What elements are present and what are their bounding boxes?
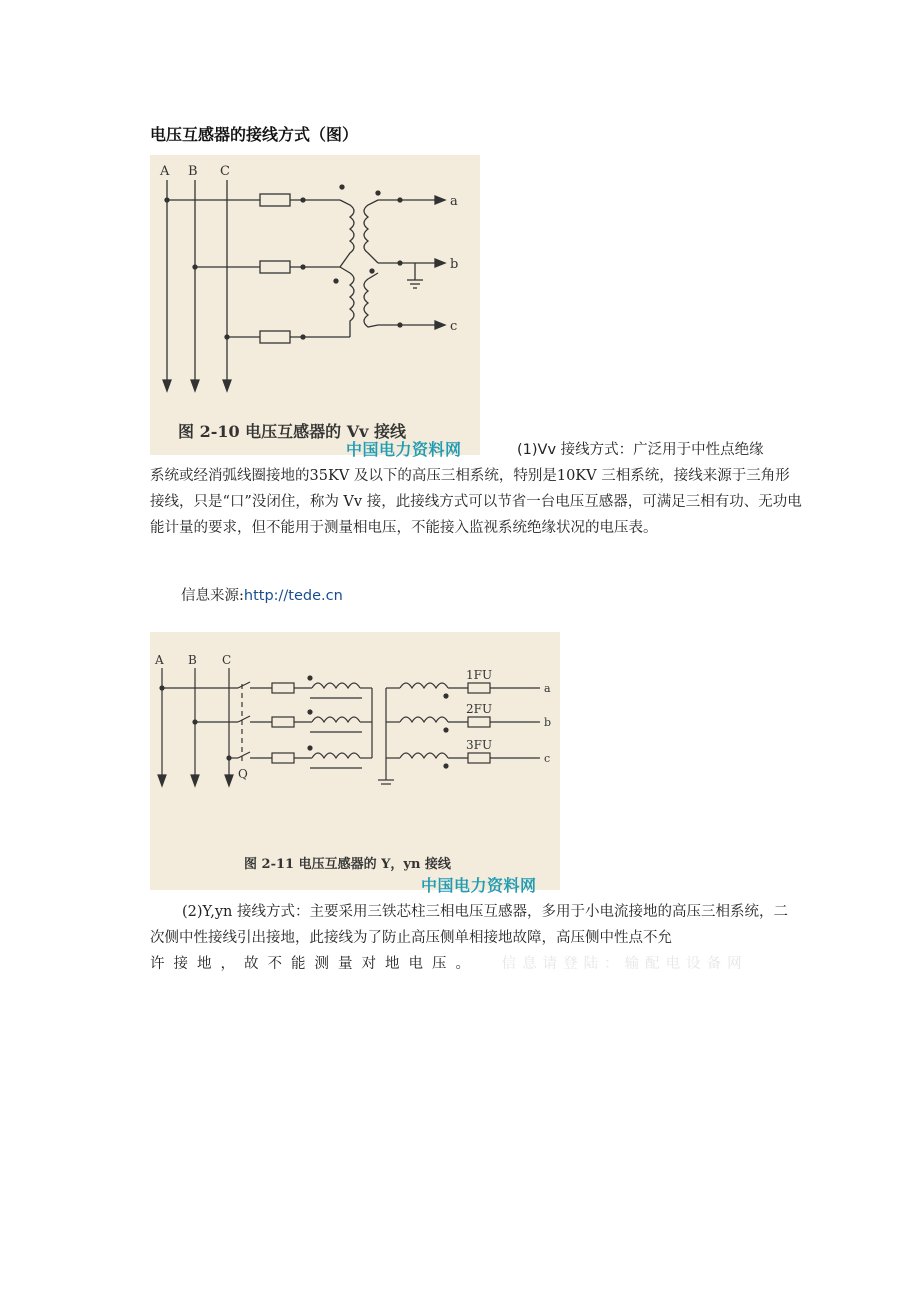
fuse-label-3fu: 3FU bbox=[466, 738, 493, 752]
source-label: 信息来源: bbox=[181, 588, 244, 604]
fuse-label-2fu: 2FU bbox=[466, 702, 493, 716]
phase-label-a: A bbox=[155, 653, 164, 667]
paragraph-yyn bbox=[150, 899, 802, 977]
watermark: 中国电力资料网 bbox=[346, 440, 462, 459]
vv-wiring-diagram bbox=[150, 155, 480, 455]
output-label-b: b bbox=[450, 257, 459, 272]
output-label-a: a bbox=[544, 682, 551, 695]
phase-label-c: C bbox=[222, 653, 232, 667]
output-label-b: b bbox=[544, 716, 552, 729]
fuse-label-1fu: 1FU bbox=[466, 668, 493, 682]
phase-label-b: B bbox=[188, 653, 197, 667]
phase-label-b: B bbox=[188, 164, 198, 179]
phase-label-c: C bbox=[220, 164, 230, 179]
figure-caption: 图 2-11 电压互感器的 Y，yn 接线 bbox=[244, 857, 451, 872]
phase-label-a: A bbox=[160, 164, 170, 179]
paragraph-yyn-body: (2)Y,yn 接线方式：主要采用三铁芯柱三相电压互感器，多用于小电流接地的高压三相系统，二次侧中性接线引出接地，此接线为了防止高压侧单相接地故障，高压侧中性点不允 bbox=[150, 904, 788, 946]
switch-label-q: Q bbox=[238, 767, 248, 781]
yyn-wiring-diagram bbox=[150, 632, 560, 890]
figure-vv-connection bbox=[150, 155, 480, 455]
source-link[interactable]: http://tede.cn bbox=[243, 588, 343, 604]
output-label-c: c bbox=[544, 752, 551, 765]
figure-yyn-connection bbox=[150, 632, 560, 890]
paragraph-vv bbox=[150, 437, 802, 541]
paragraph-yyn-last-line: 许接地，故不能测量对地电压。 bbox=[150, 956, 479, 972]
output-label-a: a bbox=[450, 194, 458, 209]
figure-caption: 图 2-10 电压互感器的 Vv 接线 bbox=[178, 422, 407, 441]
faint-watermark-text: 信息请登陆：输配电设备网 bbox=[501, 956, 748, 972]
paragraph-vv-heading: (1)Vv 接线方式：广泛用于中性点绝缘 bbox=[517, 442, 764, 458]
page-title: 电压互感器的接线方式（图） bbox=[150, 125, 359, 144]
source-line bbox=[181, 584, 343, 605]
paragraph-vv-body: 系统或经消弧线圈接地的35KV 及以下的高压三相系统，特别是10KV 三相系统，接线来源于三角形接线，只是“口”没闭住，称为 Vv 接，此接线方式可以节省一台电压互感器，可满足三相有功、无功电能计量的要求，但不能用于测量相电压，不能接入监视系统绝缘状况的电压表。 bbox=[150, 468, 802, 536]
watermark: 中国电力资料网 bbox=[421, 876, 537, 895]
output-label-c: c bbox=[450, 319, 458, 334]
